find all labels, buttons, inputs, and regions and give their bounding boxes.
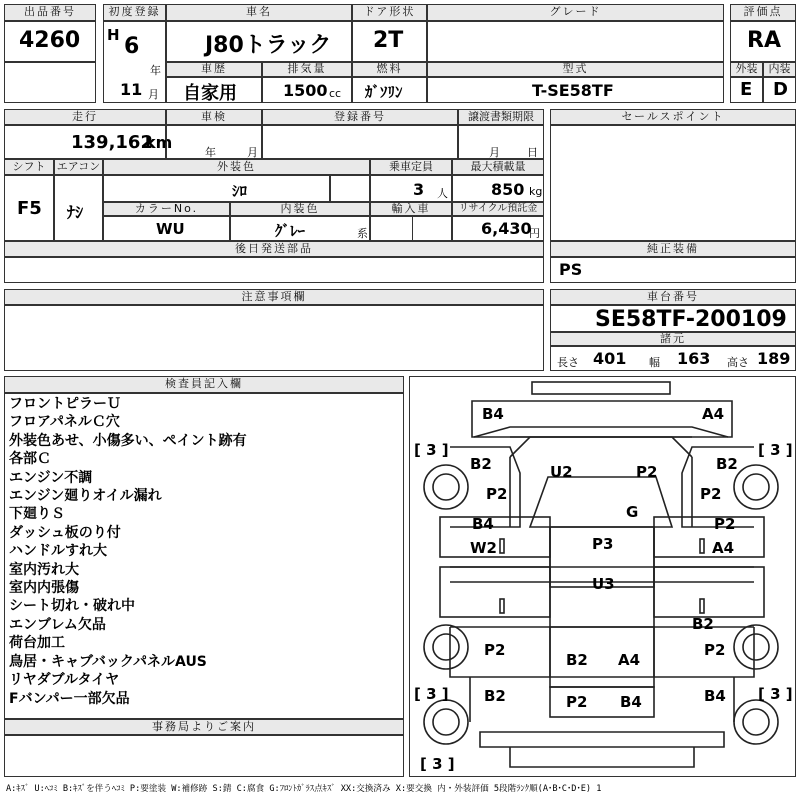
length-value: 401 — [593, 349, 627, 368]
fuel-value: ｶﾞｿﾘﾝ — [365, 83, 403, 101]
import-header: 輸入車 — [370, 202, 452, 216]
max-load-header: 最大積載量 — [452, 159, 544, 175]
tire-front-right: [ 3 ] — [758, 441, 793, 459]
code-roof-u: U2 — [550, 463, 573, 481]
int-color-value: ｸﾞﾚｰ — [275, 222, 306, 240]
color-no-value: WU — [156, 220, 185, 238]
score-header: 評価点 — [730, 4, 796, 21]
recycle-value: 6,430 — [481, 219, 532, 238]
inspector-note-line: フロアパネルＣ穴 — [9, 414, 120, 431]
height-value: 189 — [757, 349, 791, 368]
inspector-note-line: シート切れ・破れ中 — [9, 598, 135, 615]
exterior-header: 外装 — [730, 62, 763, 77]
year-unit: 年 — [150, 64, 161, 77]
lot-no-value: 4260 — [19, 28, 81, 53]
length-label: 長さ — [557, 356, 579, 369]
later-items-cell — [4, 257, 544, 283]
inspector-notes — [4, 393, 404, 719]
code-right-rear2: B4 — [704, 687, 726, 705]
inspector-note-line: 室内汚れ大 — [9, 561, 79, 578]
lot-no-header: 出品番号 — [4, 4, 96, 21]
inspector-note-line: 外装色あせ、小傷多い、ペイント跡有 — [9, 432, 247, 449]
interior-value: D — [773, 79, 788, 100]
code-rear-b: B4 — [620, 693, 642, 711]
code-front-right-bumper: A4 — [702, 405, 725, 423]
exterior-value: E — [740, 79, 753, 100]
tire-spare: [ 3 ] — [420, 755, 455, 773]
interior-header: 内装 — [763, 62, 796, 77]
code-right-front-fender2: P2 — [700, 485, 722, 503]
width-value: 163 — [677, 349, 711, 368]
equipment-cell — [550, 257, 796, 283]
lot-no-cell — [4, 21, 96, 62]
mileage-cell — [4, 125, 173, 159]
code-left-door2: W2 — [470, 539, 497, 557]
inspection-month-unit: 月 — [247, 146, 258, 159]
code-right-front-fender: B2 — [716, 455, 738, 473]
recycle-header: リサイクル預託金 — [452, 202, 544, 216]
chassis-no-value: SE58TF-200109 — [595, 307, 787, 332]
inspection-header: 車検 — [166, 109, 262, 125]
max-load-cell — [452, 175, 544, 202]
chassis-no-cell — [550, 305, 796, 332]
door-cell — [352, 21, 427, 62]
notes-header: 注意事項欄 — [4, 289, 544, 305]
displacement-cell — [262, 77, 352, 103]
code-roof-p: P2 — [636, 463, 658, 481]
code-front-left-bumper: B4 — [482, 405, 504, 423]
transfer-month-unit: 月 — [489, 146, 500, 159]
code-left-rear: P2 — [484, 641, 506, 659]
transfer-cell — [458, 125, 544, 159]
int-color-header: 内装色 — [230, 202, 370, 216]
office-cell — [4, 735, 404, 777]
color-cell-extra — [330, 175, 370, 202]
model-cell — [427, 77, 724, 103]
car-diagram — [409, 376, 796, 777]
inspector-note-line: ダッシュ板のり付 — [9, 524, 121, 541]
color-no-cell — [103, 216, 230, 241]
tire-front-left: [ 3 ] — [414, 441, 449, 459]
inspector-note-line: 室内内張傷 — [9, 580, 79, 597]
fuel-header: 燃料 — [352, 62, 427, 77]
dimensions-cell — [550, 346, 796, 371]
inspector-note-line: エンジン廻りオイル漏れ — [9, 488, 162, 505]
equipment-header: 純正装備 — [550, 241, 796, 257]
era-value: H — [107, 26, 120, 44]
inspector-note-line: ハンドルすれ大 — [9, 543, 107, 560]
car-name-cell — [166, 21, 352, 62]
score-value: RA — [747, 28, 781, 53]
code-left-front-fender: B2 — [470, 455, 492, 473]
chassis-no-header: 車台番号 — [550, 289, 796, 305]
inspector-note-line: リヤダブルタイヤ — [9, 672, 120, 689]
legend-text: A:ｷｽﾞ U:ﾍｺﾐ B:ｷｽﾞを伴うﾍｺﾐ P:要塗装 W:補修跡 S:錆 C:腐食 G:ﾌﾛﾝﾄｶﾞﾗｽ点ｷｽﾞ XX:交換済み X:要交換 内・外装評価 5段階ﾗﾝｸ順(A･B･C･D･E) 1 — [6, 784, 602, 794]
width-label: 幅 — [649, 356, 660, 369]
sales-point-cell — [550, 125, 796, 241]
code-left-front-fender2: P2 — [486, 485, 508, 503]
shift-header: シフト — [4, 159, 54, 175]
grade-header: グレード — [427, 4, 724, 21]
sales-point-header: セールスポイント — [550, 109, 796, 125]
code-right-door: P2 — [714, 515, 736, 533]
door-value: 2T — [373, 28, 404, 53]
equipment-value: PS — [559, 260, 583, 279]
height-label: 高さ — [727, 356, 749, 369]
car-name-header: 車名 — [166, 4, 352, 21]
inspector-note-line: エンブレム欠品 — [9, 616, 106, 633]
code-rear-p: P2 — [566, 693, 588, 711]
code-floor-u: U3 — [592, 575, 615, 593]
later-items-header: 後日発送部品 — [4, 241, 544, 257]
recycle-cell — [452, 216, 544, 241]
history-cell — [166, 77, 262, 103]
tire-rear-left: [ 3 ] — [414, 685, 449, 703]
month-value: 11 — [120, 80, 143, 99]
color-no-header: カラーNo. — [103, 202, 230, 216]
max-load-value: 850 — [491, 180, 525, 199]
exterior-cell — [730, 77, 763, 103]
code-glass: G — [626, 503, 639, 521]
reg-no-header: 登録番号 — [262, 109, 458, 125]
mileage-value: 139,162 — [71, 132, 153, 153]
code-right-rear: P2 — [704, 641, 726, 659]
month-unit: 月 — [148, 88, 159, 101]
lot-no-blank — [4, 62, 96, 103]
transfer-header: 譲渡書類期限 — [458, 109, 544, 125]
transfer-day-unit: 日 — [527, 146, 538, 159]
int-color-unit: 系 — [357, 227, 368, 240]
aircon-value: ﾅｼ — [67, 203, 84, 222]
shift-value: F5 — [17, 198, 42, 219]
capacity-value: 3 — [413, 180, 425, 199]
history-value: 自家用 — [183, 83, 237, 104]
displacement-header: 排気量 — [262, 62, 352, 77]
interior-cell — [763, 77, 796, 103]
inspector-note-line: 荷台加工 — [9, 635, 65, 652]
capacity-cell — [370, 175, 452, 202]
cc-unit: cc — [329, 87, 342, 100]
year-value: 6 — [124, 34, 140, 59]
model-header: 型式 — [427, 62, 724, 77]
color-header: 外装色 — [103, 159, 370, 175]
first-reg-header: 初度登録 — [103, 4, 166, 21]
code-bed-a: A4 — [618, 651, 641, 669]
score-cell — [730, 21, 796, 62]
yen-unit: 円 — [529, 227, 540, 240]
inspector-note-line: 下廻りＳ — [9, 506, 65, 523]
tire-rear-right: [ 3 ] — [758, 685, 793, 703]
inspector-header: 検査員記入欄 — [4, 376, 404, 393]
inspector-note-line: 鳥居・キャブバックパネルAUS — [9, 653, 207, 670]
code-left-rear2: B2 — [484, 687, 506, 705]
code-floor-p: P3 — [592, 535, 614, 553]
shift-cell — [4, 175, 54, 241]
kg-unit: kg — [529, 185, 543, 198]
displacement-value: 1500 — [283, 81, 328, 100]
dimensions-header: 諸元 — [550, 332, 796, 346]
grade-cell — [427, 21, 724, 62]
first-reg-cell — [103, 21, 166, 103]
fuel-cell — [352, 77, 427, 103]
color-value: ｼﾛ — [232, 182, 248, 200]
inspector-note-line: 各部Ｃ — [9, 451, 51, 468]
aircon-header: エアコン — [54, 159, 103, 175]
office-header: 事務局よりご案内 — [4, 719, 404, 735]
import-cell — [370, 216, 452, 241]
km-unit: km — [145, 133, 173, 152]
inspector-note-line: エンジン不調 — [9, 469, 93, 486]
code-left-door: B4 — [472, 515, 494, 533]
code-bed-b: B2 — [566, 651, 588, 669]
model-value: T-SE58TF — [532, 81, 614, 100]
code-right-door2: A4 — [712, 539, 735, 557]
capacity-header: 乗車定員 — [370, 159, 452, 175]
mileage-header: 走行 — [4, 109, 166, 125]
aircon-cell — [54, 175, 103, 241]
inspector-note-line: Fバンパー一部欠品 — [9, 690, 130, 707]
inspection-year-unit: 年 — [205, 146, 216, 159]
int-color-cell — [230, 216, 370, 241]
import-cell-divider — [412, 216, 413, 241]
color-cell — [103, 175, 330, 202]
inspection-cell — [166, 125, 262, 159]
capacity-unit: 人 — [437, 187, 448, 200]
car-name-value: J80トラック — [205, 33, 332, 58]
history-header: 車歴 — [166, 62, 262, 77]
inspector-note-line: フロントピラーＵ — [9, 396, 121, 412]
reg-no-cell — [262, 125, 458, 159]
code-right-mid: B2 — [692, 615, 714, 633]
door-header: ドア形状 — [352, 4, 427, 21]
notes-cell — [4, 305, 544, 371]
